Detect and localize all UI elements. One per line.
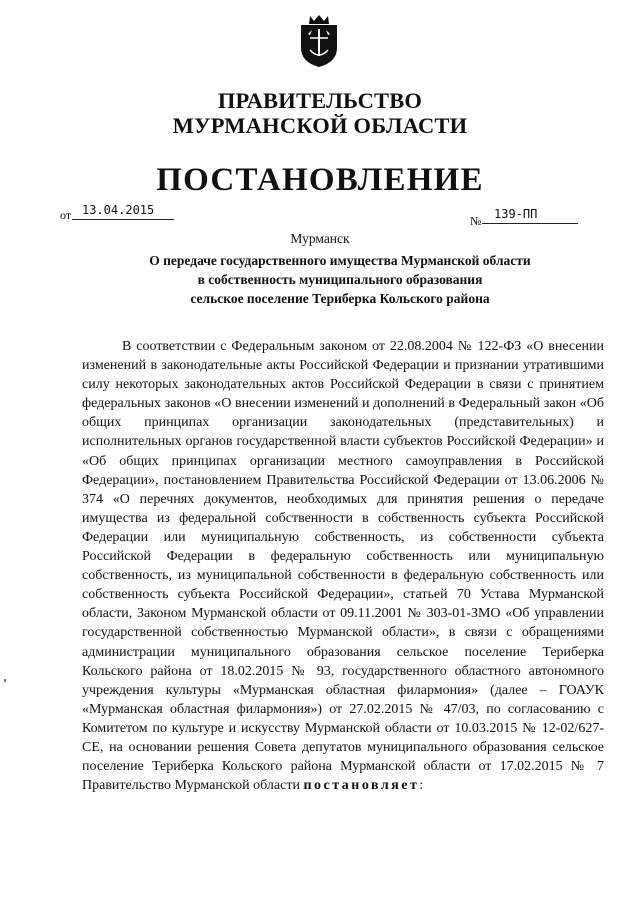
city: Мурманск: [290, 231, 350, 246]
coat-of-arms-icon: [296, 12, 342, 68]
government-line1: ПРАВИТЕЛЬСТВО: [217, 88, 423, 113]
date-prefix: от: [60, 208, 72, 222]
document-number: 139-ПП: [482, 206, 578, 224]
government-name: [0, 88, 640, 138]
body-paragraph: [82, 337, 604, 795]
government-line2: МУРМАНСКОЙ ОБЛАСТИ: [172, 113, 468, 138]
number-prefix: №: [470, 214, 482, 228]
margin-mark: [4, 679, 6, 682]
document-body: [82, 337, 604, 795]
body-text: В соответствии с Федеральным законом от 22.08.2004 № 122-ФЗ «О внесении изменений в законодательные акты Российской Федерации и признании утратившими силу некоторых законодательных актов Российской Федерации в связи с принятием федеральных законов «О внесении изменений и дополнений в Федеральный закон «Об общих принципах организации законодательных (представительных) и исполнительных органов государственной власти субъектов Российской Федерации» и «Об общих принципах организации местного самоуправления в Российской Федерации», постановлением Правительства Российской Федерации от 13.06.2006 № 374 «О перечнях документов, необходимых для принятия решения о передаче имущества из федеральной собственности в собственность субъекта Российской Федерации или муниципальную собственность, из собственности субъекта Российской Федерации в федеральную собственность или муниципальную собственность, из муниципальной собственности в федеральную собственность или собственность субъекта Российской Федерации», статьей 70 Устава Мурманской области, Законом Мурманской области от 09.11.2001 № 303-01-ЗМО «Об управлении государственной собственностью Мурманской области», в связи с обращениями администрации муниципального образования сельское поселение Териберка Кольского района от 18.02.2015 № 93, государственного областного автономного учреждения культуры «Мурманская областная филармония» (далее – ГОАУК «Мурманская областная филармония») от 27.02.2015 № 47/03, по согласованию с Комитетом по культуре и искусству Мурманской области от 10.03.2015 № 12-02/627-СЕ, на основании решения Совета депутатов муниципального образования сельское поселение Териберка Кольского района Мурманской области от 17.02.2015 № 7 Правительство Мурманской области: [82, 339, 604, 794]
title-line2: в собственность муниципального образования: [197, 272, 483, 287]
document-title: [0, 251, 640, 308]
colon: :: [419, 778, 424, 794]
title-line3: сельское поселение Териберка Кольского района: [190, 291, 490, 306]
document-date: 13.04.2015: [72, 202, 174, 220]
resolves-word: постановляет: [303, 778, 420, 794]
title-line1: О передаче государственного имущества Мурманской области: [149, 253, 531, 268]
document-type: ПОСТАНОВЛЕНИЕ: [156, 162, 484, 198]
